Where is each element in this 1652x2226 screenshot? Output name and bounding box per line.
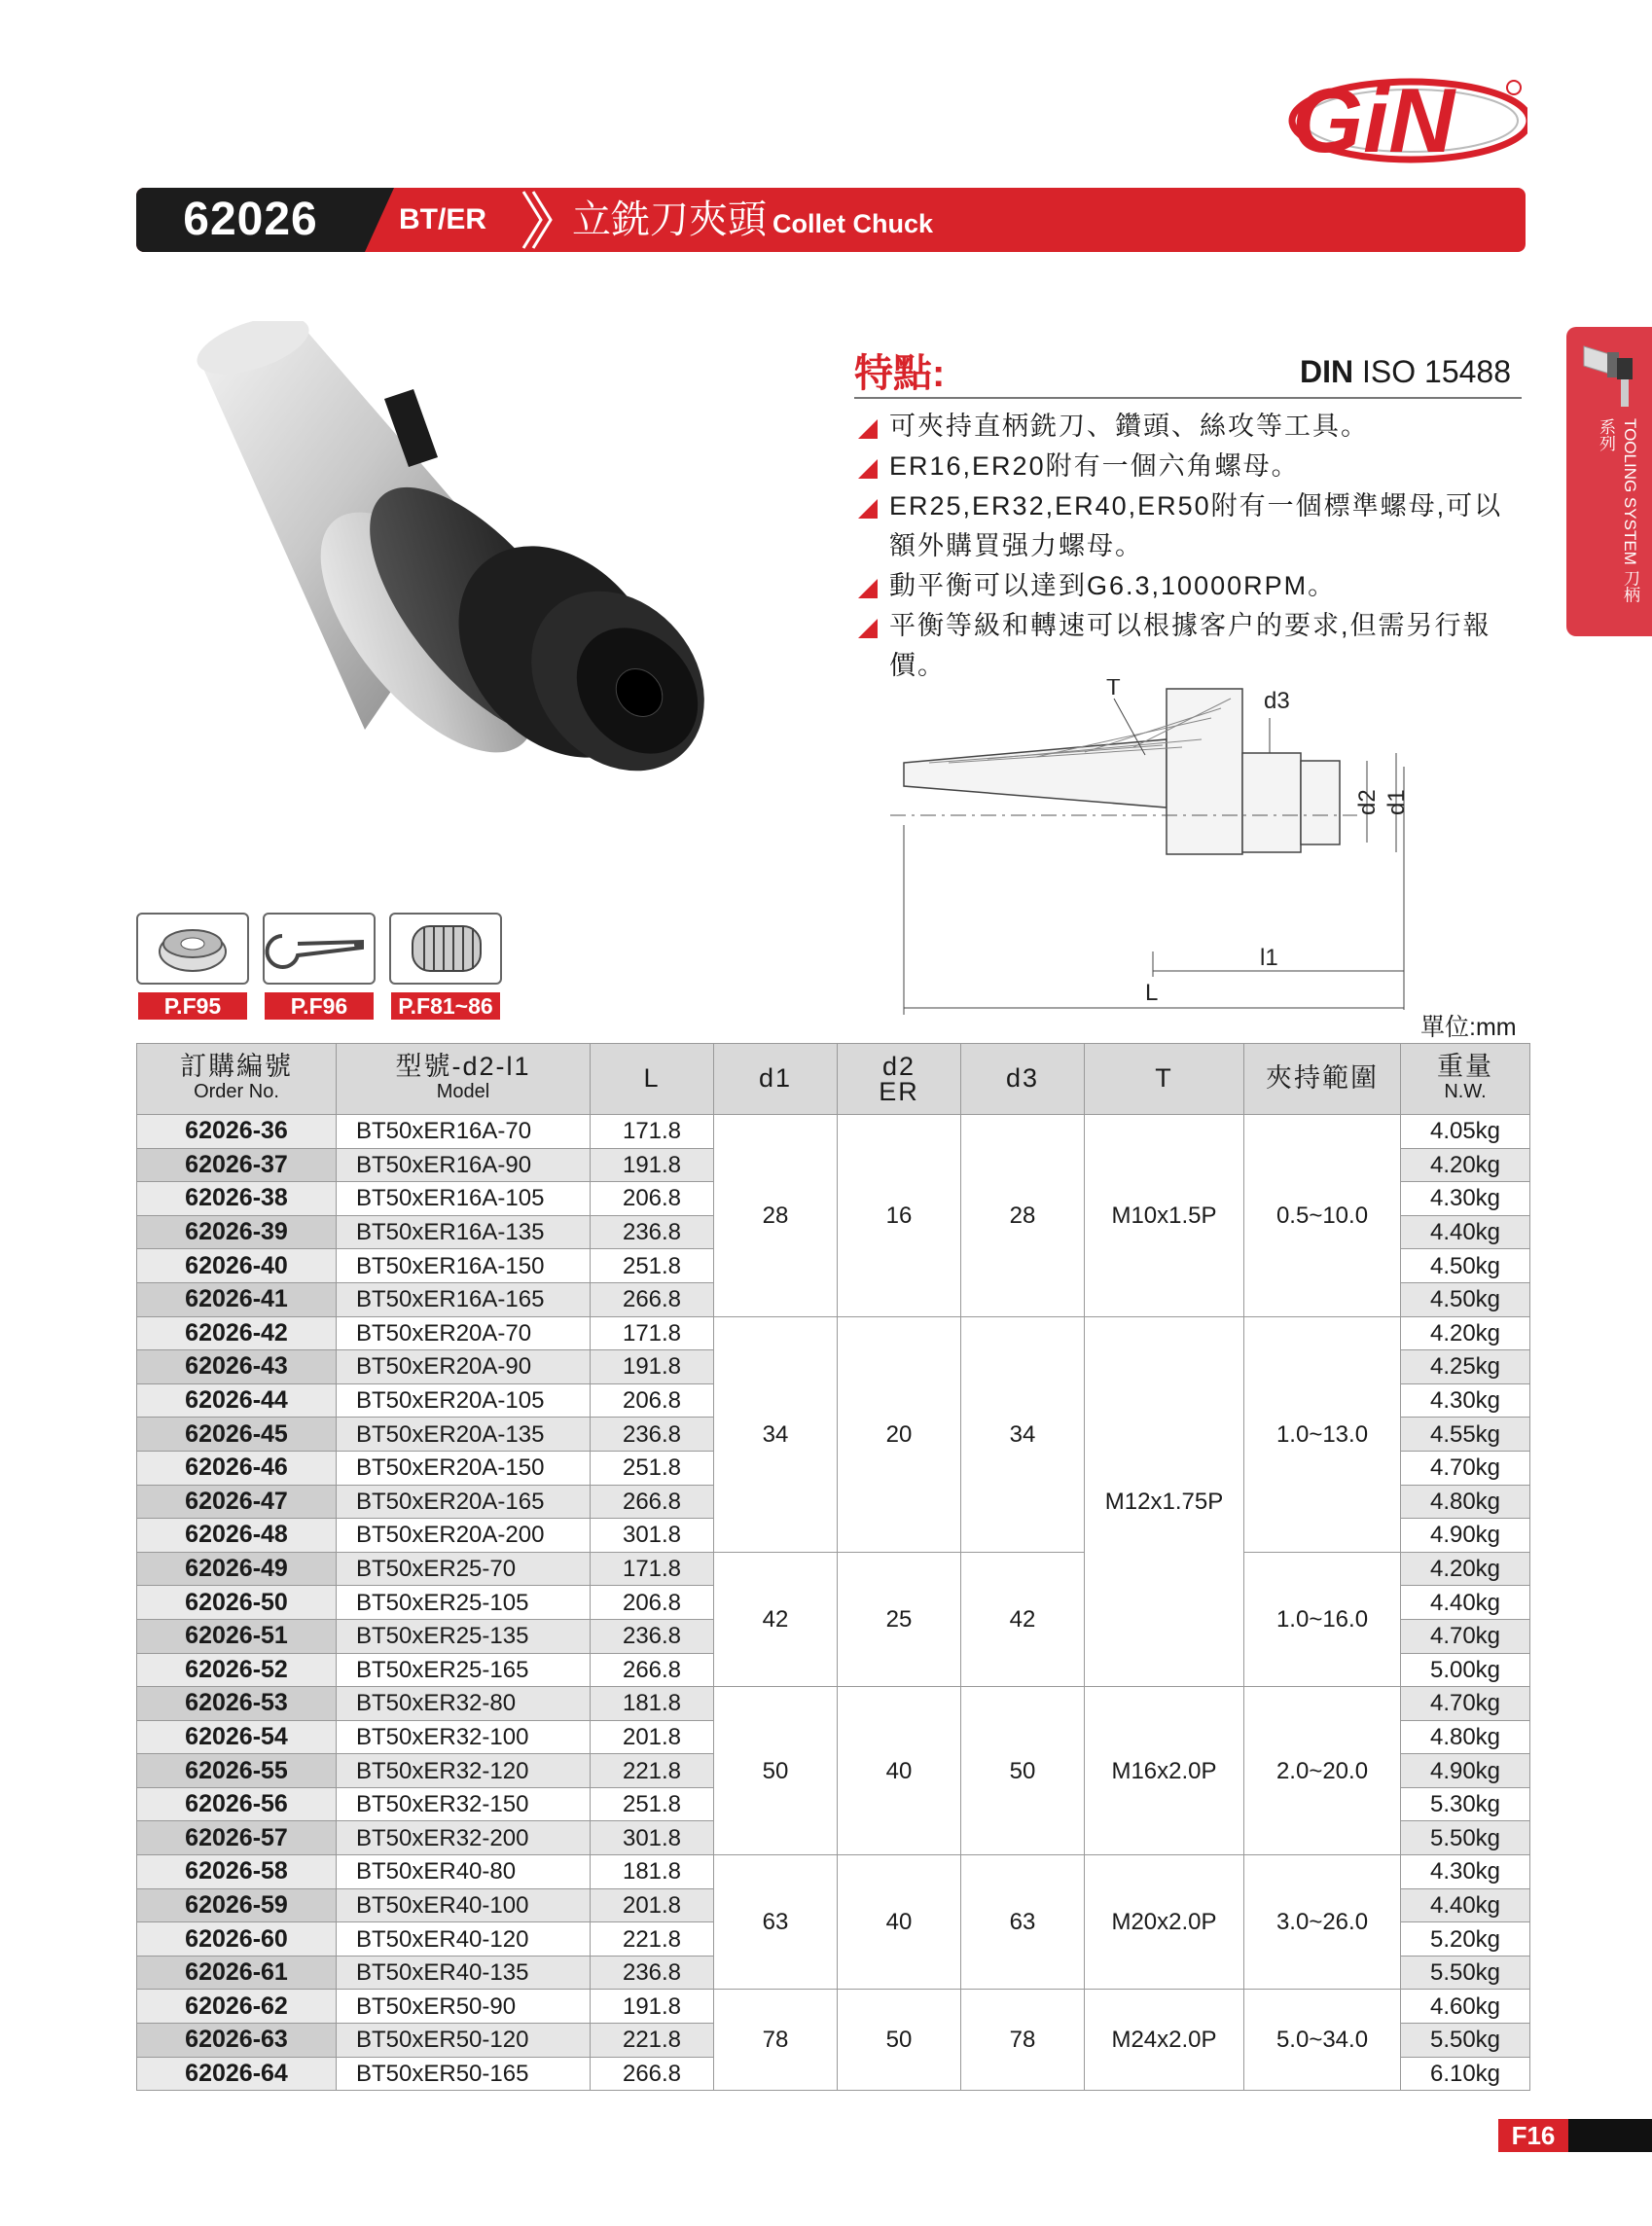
length-cell: 191.8 <box>591 1148 714 1182</box>
feature-item <box>854 486 1526 566</box>
feature-text: ER16,ER20附有一個六角螺母。 <box>889 451 1300 481</box>
weight-cell: 4.50kg <box>1401 1249 1530 1283</box>
unit-label: 單位:mm <box>1420 1014 1517 1041</box>
weight-cell: 4.70kg <box>1401 1619 1530 1653</box>
model-cell: BT50xER25-135 <box>337 1619 591 1653</box>
length-cell: 171.8 <box>591 1552 714 1586</box>
model-cell: BT50xER50-120 <box>337 2024 591 2058</box>
order-no-cell: 62026-50 <box>137 1586 337 1620</box>
order-no-cell: 62026-42 <box>137 1316 337 1350</box>
order-no-cell: 62026-54 <box>137 1720 337 1754</box>
length-cell: 206.8 <box>591 1182 714 1216</box>
order-no-cell: 62026-37 <box>137 1148 337 1182</box>
weight-cell: 4.30kg <box>1401 1383 1530 1418</box>
length-cell: 181.8 <box>591 1687 714 1721</box>
length-cell: 251.8 <box>591 1451 714 1485</box>
d2-er-cell: 40 <box>838 1687 961 1855</box>
table-header-row <box>137 1044 1530 1115</box>
d2-er-cell: 16 <box>838 1115 961 1317</box>
clamp-range-cell: 1.0~16.0 <box>1244 1552 1401 1686</box>
wrench-icon <box>265 915 374 983</box>
table-row <box>137 1687 1530 1721</box>
order-no-cell: 62026-41 <box>137 1282 337 1316</box>
weight-cell: 4.70kg <box>1401 1687 1530 1721</box>
d1-cell: 50 <box>714 1687 838 1855</box>
weight-cell: 5.50kg <box>1401 2024 1530 2058</box>
model-cell: BT50xER20A-200 <box>337 1519 591 1553</box>
model-cell: BT50xER50-90 <box>337 1990 591 2024</box>
order-no-cell: 62026-39 <box>137 1215 337 1249</box>
order-no-cell: 62026-36 <box>137 1115 337 1149</box>
title-bar-wedge <box>365 188 394 252</box>
standard-label <box>1300 354 1511 390</box>
accessory-label: P.F81~86 <box>391 992 500 1020</box>
order-no-cell: 62026-52 <box>137 1653 337 1687</box>
model-cell: BT50xER32-80 <box>337 1687 591 1721</box>
model-cell: BT50xER40-80 <box>337 1855 591 1889</box>
page-number: F16 <box>1498 2119 1568 2152</box>
order-no-cell: 62026-57 <box>137 1821 337 1855</box>
d1-cell: 42 <box>714 1552 838 1686</box>
d3-cell: 28 <box>961 1115 1085 1317</box>
model-cell: BT50xER32-200 <box>337 1821 591 1855</box>
standard-rest: ISO 15488 <box>1362 354 1511 389</box>
clamp-range-cell: 5.0~34.0 <box>1244 1990 1401 2091</box>
clamp-range-cell: 1.0~13.0 <box>1244 1316 1401 1552</box>
d2-er-cell: 50 <box>838 1990 961 2091</box>
length-cell: 206.8 <box>591 1383 714 1418</box>
weight-cell: 6.10kg <box>1401 2057 1530 2091</box>
weight-cell: 4.30kg <box>1401 1855 1530 1889</box>
model-cell: BT50xER16A-105 <box>337 1182 591 1216</box>
page-title <box>572 188 933 252</box>
table-row <box>137 1855 1530 1889</box>
thread-cell: M12x1.75P <box>1085 1316 1244 1687</box>
d1-cell: 34 <box>714 1316 838 1552</box>
model-cell: BT50xER16A-165 <box>337 1282 591 1316</box>
thread-cell: M10x1.5P <box>1085 1115 1244 1317</box>
weight-cell: 4.40kg <box>1401 1586 1530 1620</box>
collet-icon <box>391 915 500 983</box>
feature-item <box>854 606 1526 686</box>
model-cell: BT50xER20A-105 <box>337 1383 591 1418</box>
tool-holder-icon <box>1580 341 1638 411</box>
weight-cell: 5.00kg <box>1401 1653 1530 1687</box>
length-cell: 301.8 <box>591 1519 714 1553</box>
weight-cell: 4.40kg <box>1401 1888 1530 1922</box>
model-cell: BT50xER25-70 <box>337 1552 591 1586</box>
features-divider <box>854 397 1522 399</box>
chevron-icon <box>518 188 557 252</box>
d1-cell: 28 <box>714 1115 838 1317</box>
weight-cell: 4.90kg <box>1401 1519 1530 1553</box>
length-cell: 201.8 <box>591 1888 714 1922</box>
label-l1: l1 <box>1260 945 1278 971</box>
length-cell: 251.8 <box>591 1249 714 1283</box>
logo-text: GiN <box>1292 70 1455 167</box>
length-cell: 236.8 <box>591 1619 714 1653</box>
table-body <box>137 1115 1530 2091</box>
order-no-cell: 62026-49 <box>137 1552 337 1586</box>
length-cell: 181.8 <box>591 1855 714 1889</box>
weight-cell: 4.25kg <box>1401 1350 1530 1384</box>
standard-bold: DIN <box>1300 354 1354 389</box>
d3-cell: 34 <box>961 1316 1085 1552</box>
thread-cell: M20x2.0P <box>1085 1855 1244 1990</box>
order-no-cell: 62026-58 <box>137 1855 337 1889</box>
model-cell: BT50xER32-120 <box>337 1754 591 1788</box>
feature-text: 可夾持直柄銑刀、鑽頭、絲攻等工具。 <box>889 412 1369 441</box>
thread-cell: M16x2.0P <box>1085 1687 1244 1855</box>
bullet-triangle-icon <box>858 619 878 638</box>
length-cell: 236.8 <box>591 1215 714 1249</box>
model-cell: BT50xER32-150 <box>337 1787 591 1821</box>
col-L: L <box>591 1044 714 1115</box>
technical-drawing <box>890 679 1552 1022</box>
length-cell: 191.8 <box>591 1350 714 1384</box>
length-cell: 201.8 <box>591 1720 714 1754</box>
length-cell: 171.8 <box>591 1115 714 1149</box>
table-row <box>137 1115 1530 1149</box>
weight-cell: 4.40kg <box>1401 1215 1530 1249</box>
spec-table <box>136 1043 1530 2091</box>
feature-item <box>854 447 1526 486</box>
weight-cell: 4.20kg <box>1401 1552 1530 1586</box>
order-no-cell: 62026-38 <box>137 1182 337 1216</box>
feature-text: 平衡等級和轉速可以根據客户的要求,但需另行報價。 <box>889 611 1491 680</box>
model-cell: BT50xER20A-90 <box>337 1350 591 1384</box>
clamp-range-cell: 0.5~10.0 <box>1244 1115 1401 1317</box>
order-no-cell: 62026-53 <box>137 1687 337 1721</box>
order-no-cell: 62026-51 <box>137 1619 337 1653</box>
length-cell: 221.8 <box>591 2024 714 2058</box>
accessory-label: P.F95 <box>138 992 247 1020</box>
accessory-wrench <box>263 913 376 985</box>
length-cell: 251.8 <box>591 1787 714 1821</box>
model-cell: BT50xER40-120 <box>337 1922 591 1957</box>
title-bar <box>136 188 1526 252</box>
d2-er-cell: 20 <box>838 1316 961 1552</box>
weight-cell: 5.50kg <box>1401 1956 1530 1990</box>
length-cell: 171.8 <box>591 1316 714 1350</box>
accessory-label: P.F96 <box>265 992 374 1020</box>
length-cell: 266.8 <box>591 2057 714 2091</box>
weight-cell: 4.20kg <box>1401 1316 1530 1350</box>
weight-cell: 4.80kg <box>1401 1485 1530 1519</box>
model-cell: BT50xER16A-150 <box>337 1249 591 1283</box>
d3-cell: 50 <box>961 1687 1085 1855</box>
model-cell: BT50xER20A-135 <box>337 1418 591 1452</box>
length-cell: 206.8 <box>591 1586 714 1620</box>
model-cell: BT50xER50-165 <box>337 2057 591 2091</box>
model-cell: BT50xER16A-70 <box>337 1115 591 1149</box>
col-d1: d1 <box>714 1044 838 1115</box>
length-cell: 236.8 <box>591 1956 714 1990</box>
accessory-nut <box>136 913 249 985</box>
d1-cell: 78 <box>714 1990 838 2091</box>
order-no-cell: 62026-62 <box>137 1990 337 2024</box>
brand-logo <box>1275 70 1527 167</box>
thread-cell: M24x2.0P <box>1085 1990 1244 2091</box>
weight-cell: 4.60kg <box>1401 1990 1530 2024</box>
length-cell: 266.8 <box>591 1485 714 1519</box>
bullet-triangle-icon <box>858 579 878 598</box>
label-L: L <box>1145 980 1159 1006</box>
model-cell: BT50xER20A-70 <box>337 1316 591 1350</box>
d3-cell: 78 <box>961 1990 1085 2091</box>
weight-cell: 4.90kg <box>1401 1754 1530 1788</box>
order-no-cell: 62026-48 <box>137 1519 337 1553</box>
table-row <box>137 1316 1530 1350</box>
order-no-cell: 62026-43 <box>137 1350 337 1384</box>
features-title: 特點: <box>854 352 946 395</box>
order-no-cell: 62026-59 <box>137 1888 337 1922</box>
order-no-cell: 62026-46 <box>137 1451 337 1485</box>
col-weight: 重量 N.W. <box>1401 1044 1530 1115</box>
length-cell: 236.8 <box>591 1418 714 1452</box>
label-d3: d3 <box>1264 688 1290 714</box>
weight-cell: 4.05kg <box>1401 1115 1530 1149</box>
order-no-cell: 62026-40 <box>137 1249 337 1283</box>
product-code: 62026 <box>136 188 365 252</box>
length-cell: 191.8 <box>591 1990 714 2024</box>
d3-cell: 63 <box>961 1855 1085 1990</box>
order-no-cell: 62026-61 <box>137 1956 337 1990</box>
title-en: Collet Chuck <box>772 209 934 238</box>
feature-item <box>854 566 1526 606</box>
d2-er-cell: 25 <box>838 1552 961 1686</box>
col-model: 型號-d2-l1 Model <box>337 1044 591 1115</box>
model-cell: BT50xER16A-135 <box>337 1215 591 1249</box>
d1-cell: 63 <box>714 1855 838 1990</box>
bullet-triangle-icon <box>858 459 878 479</box>
length-cell: 301.8 <box>591 1821 714 1855</box>
weight-cell: 5.50kg <box>1401 1821 1530 1855</box>
product-photo <box>170 321 832 827</box>
weight-cell: 4.80kg <box>1401 1720 1530 1754</box>
table-row <box>137 1552 1530 1586</box>
order-no-cell: 62026-63 <box>137 2024 337 2058</box>
weight-cell: 4.50kg <box>1401 1282 1530 1316</box>
weight-cell: 4.55kg <box>1401 1418 1530 1452</box>
feature-item <box>854 407 1526 447</box>
weight-cell: 4.20kg <box>1401 1148 1530 1182</box>
accessory-collet <box>389 913 502 985</box>
series-label: BT/ER <box>399 203 486 235</box>
features-list <box>854 407 1526 686</box>
d2-er-cell: 40 <box>838 1855 961 1990</box>
length-cell: 266.8 <box>591 1653 714 1687</box>
model-cell: BT50xER25-105 <box>337 1586 591 1620</box>
bullet-triangle-icon <box>858 419 878 439</box>
d3-cell: 42 <box>961 1552 1085 1686</box>
order-no-cell: 62026-56 <box>137 1787 337 1821</box>
order-no-cell: 62026-55 <box>137 1754 337 1788</box>
col-d2: d2 ER <box>838 1044 961 1115</box>
model-cell: BT50xER32-100 <box>337 1720 591 1754</box>
length-cell: 266.8 <box>591 1282 714 1316</box>
col-order: 訂購編號 Order No. <box>137 1044 337 1115</box>
model-cell: BT50xER20A-165 <box>337 1485 591 1519</box>
col-range: 夾持範圍 <box>1244 1044 1401 1115</box>
title-cn: 立銑刀夾頭 <box>572 198 767 241</box>
label-T: T <box>1106 679 1121 700</box>
side-tab-label: TOOLING SYSTEM 刀柄系列 <box>1597 418 1639 603</box>
order-no-cell: 62026-44 <box>137 1383 337 1418</box>
model-cell: BT50xER20A-150 <box>337 1451 591 1485</box>
bullet-triangle-icon <box>858 499 878 519</box>
table-row <box>137 1990 1530 2024</box>
order-no-cell: 62026-45 <box>137 1418 337 1452</box>
model-cell: BT50xER40-135 <box>337 1956 591 1990</box>
model-cell: BT50xER16A-90 <box>337 1148 591 1182</box>
model-cell: BT50xER40-100 <box>337 1888 591 1922</box>
order-no-cell: 62026-60 <box>137 1922 337 1957</box>
model-cell: BT50xER25-165 <box>337 1653 591 1687</box>
clamp-range-cell: 2.0~20.0 <box>1244 1687 1401 1855</box>
feature-text: ER25,ER32,ER40,ER50附有一個標準螺母,可以額外購買强力螺母。 <box>889 491 1503 560</box>
weight-cell: 4.30kg <box>1401 1182 1530 1216</box>
order-no-cell: 62026-64 <box>137 2057 337 2091</box>
length-cell: 221.8 <box>591 1754 714 1788</box>
col-d3: d3 <box>961 1044 1085 1115</box>
order-no-cell: 62026-47 <box>137 1485 337 1519</box>
label-d1: d1 <box>1383 789 1410 815</box>
length-cell: 221.8 <box>591 1922 714 1957</box>
weight-cell: 5.20kg <box>1401 1922 1530 1957</box>
col-T: T <box>1085 1044 1244 1115</box>
weight-cell: 5.30kg <box>1401 1787 1530 1821</box>
feature-text: 動平衡可以達到G6.3,10000RPM。 <box>889 571 1337 600</box>
nut-icon <box>138 915 247 983</box>
weight-cell: 4.70kg <box>1401 1451 1530 1485</box>
label-d2: d2 <box>1354 789 1381 815</box>
clamp-range-cell: 3.0~26.0 <box>1244 1855 1401 1990</box>
